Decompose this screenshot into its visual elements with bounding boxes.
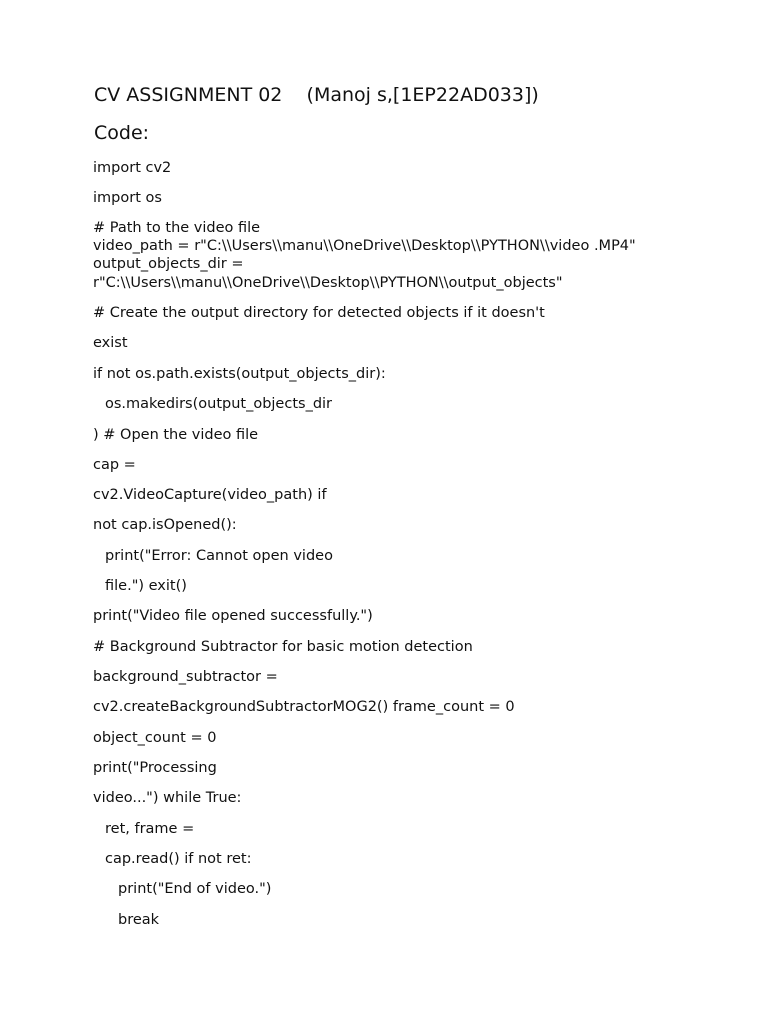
code-line: print("Video file opened successfully.") bbox=[93, 608, 373, 624]
code-line: break bbox=[118, 912, 160, 928]
code-line: ret, frame = bbox=[105, 821, 195, 837]
code-line: cap = bbox=[93, 457, 136, 473]
code-line: not cap.isOpened(): bbox=[93, 517, 237, 533]
code-line: object_count = 0 bbox=[93, 730, 217, 746]
code-line: cap.read() if not ret: bbox=[105, 851, 252, 867]
code-line: output_objects_dir = bbox=[93, 256, 244, 272]
code-line: print("End of video.") bbox=[118, 881, 272, 897]
code-line: import os bbox=[93, 190, 162, 206]
code-line: cv2.VideoCapture(video_path) if bbox=[93, 487, 327, 503]
code-line: background_subtractor = bbox=[93, 669, 278, 685]
code-line: import cv2 bbox=[93, 160, 172, 176]
code-line: if not os.path.exists(output_objects_dir): bbox=[93, 366, 386, 382]
code-line: video_path = r"C:\\Users\\manu\\OneDrive\\Desktop\\PYTHON\\video .MP4" bbox=[93, 238, 636, 254]
code-line: r"C:\\Users\\manu\\OneDrive\\Desktop\\PYTHON\\output_objects" bbox=[93, 275, 563, 291]
code-line: os.makedirs(output_objects_dir bbox=[105, 396, 333, 412]
code-line: # Background Subtractor for basic motion detection bbox=[93, 639, 473, 655]
code-line: # Create the output directory for detected objects if it doesn't bbox=[93, 305, 545, 321]
code-line: file.") exit() bbox=[105, 578, 187, 594]
code-heading: Code: bbox=[94, 122, 150, 144]
document-title: CV ASSIGNMENT 02 (Manoj s,[1EP22AD033]) bbox=[94, 84, 539, 106]
code-line: video...") while True: bbox=[93, 790, 242, 806]
code-line: print("Processing bbox=[93, 760, 217, 776]
code-line: # Path to the video file bbox=[93, 220, 261, 236]
code-line: ) # Open the video file bbox=[93, 427, 259, 443]
code-line: print("Error: Cannot open video bbox=[105, 548, 333, 564]
code-line: cv2.createBackgroundSubtractorMOG2() frame_count = 0 bbox=[93, 699, 515, 715]
code-line: exist bbox=[93, 335, 128, 351]
